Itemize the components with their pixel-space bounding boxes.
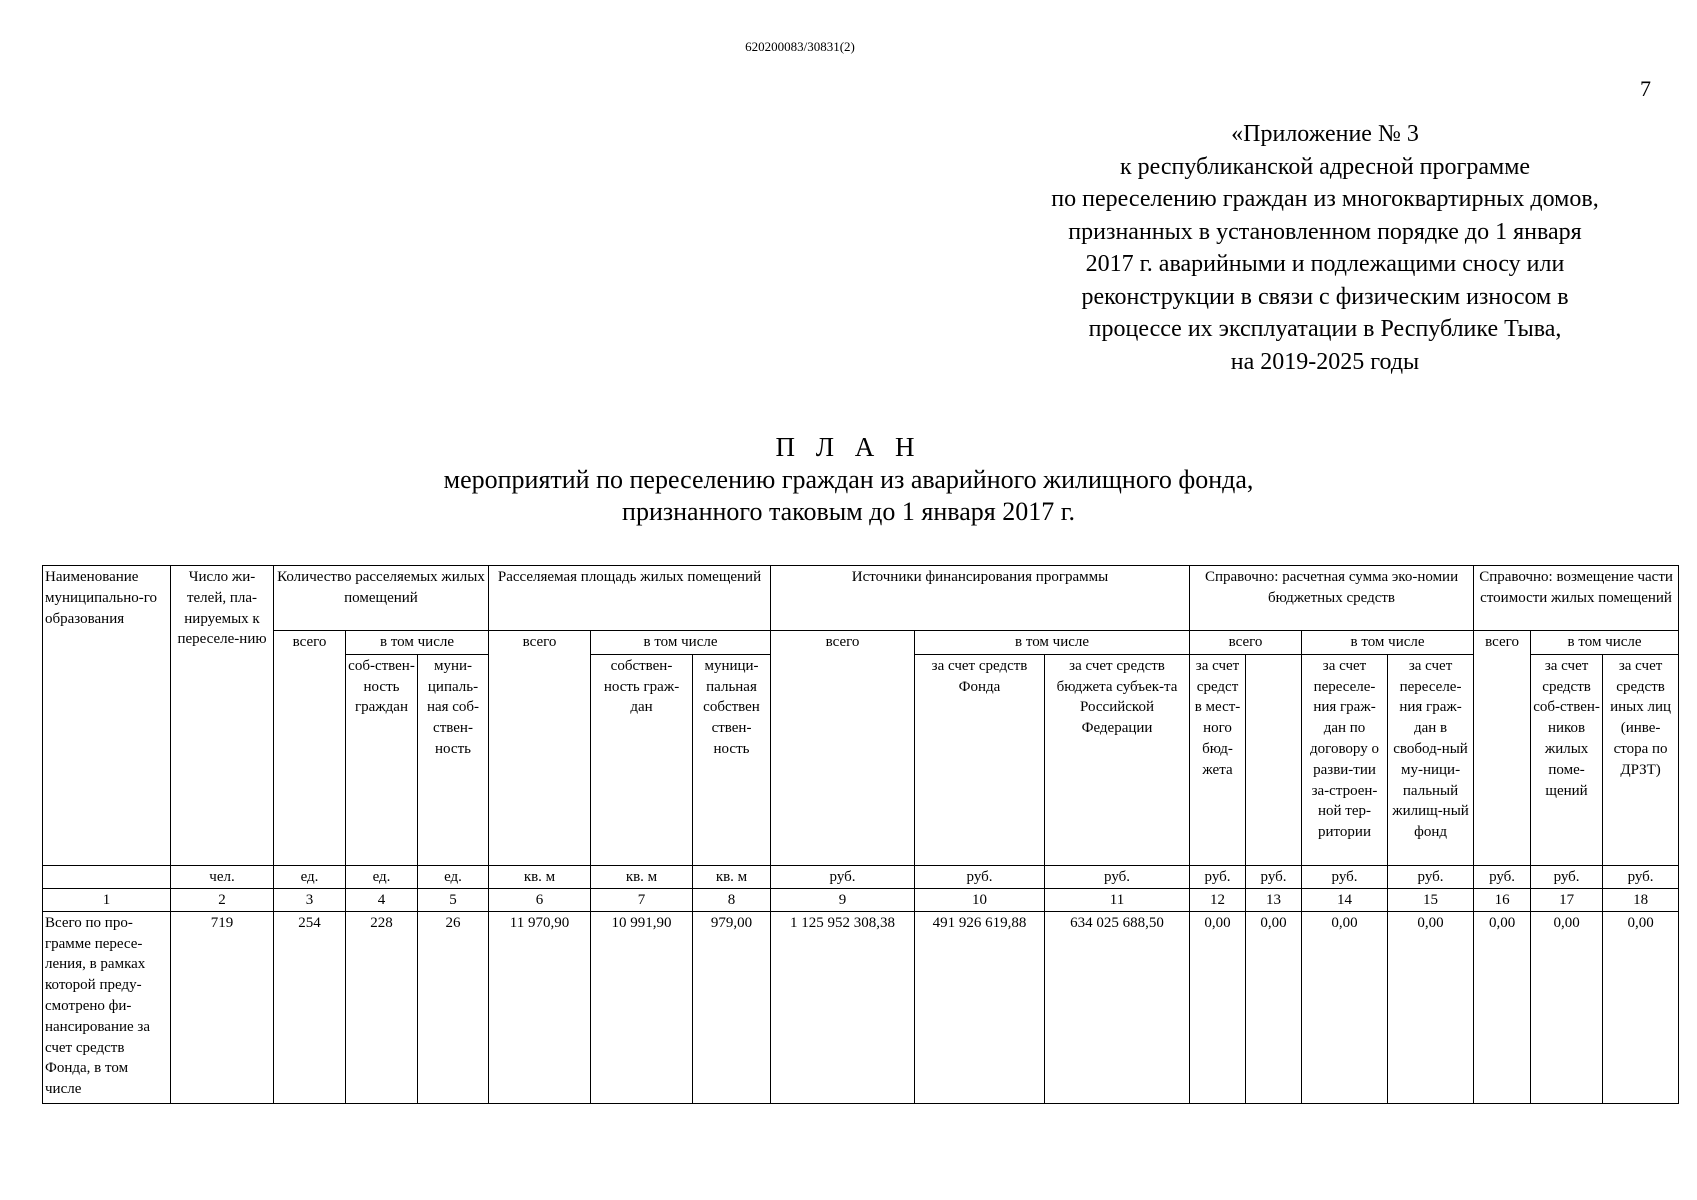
- unit-cell: кв. м: [591, 865, 693, 888]
- header-name: Наименование муниципально-го образования: [43, 566, 171, 866]
- header-sources: Источники финансирования программы: [771, 566, 1190, 631]
- column-number: 8: [693, 888, 771, 911]
- column-number: 1: [43, 888, 171, 911]
- header-total: всего: [771, 631, 915, 866]
- unit-cell: чел.: [171, 865, 274, 888]
- column-number: 2: [171, 888, 274, 911]
- data-cell: 0,00: [1246, 911, 1302, 1103]
- column-number: 14: [1302, 888, 1388, 911]
- column-number: 11: [1045, 888, 1190, 911]
- data-cell: 634 025 688,50: [1045, 911, 1190, 1103]
- data-cell: 979,00: [693, 911, 771, 1103]
- unit-cell: руб.: [1603, 865, 1679, 888]
- plan-subtitle-line: мероприятий по переселению граждан из аварийного жилищного фонда,: [443, 465, 1254, 494]
- plan-heading: [0, 430, 1697, 528]
- column-number: 15: [1388, 888, 1474, 911]
- appendix-line: «Приложение № 3: [1231, 121, 1419, 147]
- header-total: всего: [1190, 631, 1302, 655]
- data-cell: 0,00: [1531, 911, 1603, 1103]
- column-number: 4: [346, 888, 418, 911]
- unit-cell: руб.: [1190, 865, 1246, 888]
- table-header-row: [43, 566, 1679, 631]
- header-col-4: соб-ствен-ность граждан: [346, 654, 418, 865]
- header-incl: в том числе: [346, 631, 489, 655]
- column-number: 3: [274, 888, 346, 911]
- header-residents: Число жи-телей, пла-нируемых к переселе-нию: [171, 566, 274, 866]
- table-row: [43, 911, 1679, 1103]
- unit-cell: руб.: [771, 865, 915, 888]
- header-incl: в том числе: [591, 631, 771, 655]
- appendix-line: на 2019-2025 годы: [1230, 348, 1420, 375]
- row-name: Всего по про-грамме пересе-ления, в рамках которой преду-смотрено фи-нансирование за счет средств Фонда, в том числе: [43, 911, 171, 1103]
- document-id: 620200083/30831(2): [745, 39, 855, 54]
- header-col-8: муници-пальная собствен ствен-ность: [693, 654, 771, 865]
- header-incl: в том числе: [1302, 631, 1474, 655]
- appendix-line: процессе их эксплуатации в Республике Тыва,: [1088, 316, 1562, 342]
- unit-cell: руб.: [1302, 865, 1388, 888]
- plan-table: [42, 565, 1679, 1104]
- column-number: 7: [591, 888, 693, 911]
- table-header-row: [43, 631, 1679, 655]
- unit-cell: кв. м: [489, 865, 591, 888]
- column-number: 16: [1474, 888, 1531, 911]
- column-number: 17: [1531, 888, 1603, 911]
- header-col-7: собствен-ность граж-дан: [591, 654, 693, 865]
- appendix-line: к республиканской адресной программе: [1119, 153, 1531, 180]
- unit-cell: ед.: [274, 865, 346, 888]
- appendix-block: [995, 118, 1655, 378]
- data-cell: 0,00: [1603, 911, 1679, 1103]
- unit-cell: руб.: [1474, 865, 1531, 888]
- data-cell: 0,00: [1388, 911, 1474, 1103]
- column-numbers-row: [43, 888, 1679, 911]
- data-cell: 11 970,90: [489, 911, 591, 1103]
- unit-cell: ед.: [418, 865, 489, 888]
- unit-cell: руб.: [1246, 865, 1302, 888]
- page-number: 7: [1640, 76, 1651, 101]
- header-incl: в том числе: [915, 631, 1190, 655]
- appendix-line: по переселению граждан из многоквартирных домов,: [1051, 186, 1599, 212]
- unit-cell: руб.: [1045, 865, 1190, 888]
- data-cell: 10 991,90: [591, 911, 693, 1103]
- units-row: [43, 865, 1679, 888]
- appendix-line: 2017 г. аварийными и подлежащими сносу или: [1085, 251, 1565, 277]
- header-col-14: за счет переселе-ния граж-дан по договору о разви-тии за-строен-ной тер-ритории: [1302, 654, 1388, 865]
- header-col-5: муни-ципаль-ная соб-ствен-ность: [418, 654, 489, 865]
- column-number: 9: [771, 888, 915, 911]
- data-cell: 254: [274, 911, 346, 1103]
- header-col-17: за счет средств соб-ствен-ников жилых поме-щений: [1531, 654, 1603, 865]
- header-col-13: [1246, 654, 1302, 865]
- column-number: 10: [915, 888, 1045, 911]
- unit-cell: руб.: [1531, 865, 1603, 888]
- header-col-11: за счет средств бюджета субъек-та Российской Федерации: [1045, 654, 1190, 865]
- header-area: Расселяемая площадь жилых помещений: [489, 566, 771, 631]
- header-total: всего: [489, 631, 591, 866]
- plan-title: П Л А Н: [775, 432, 922, 462]
- data-cell: 0,00: [1302, 911, 1388, 1103]
- column-number: 6: [489, 888, 591, 911]
- unit-cell: кв. м: [693, 865, 771, 888]
- header-col-12: за счет средст в мест-ного бюд-жета: [1190, 654, 1246, 865]
- data-cell: 1 125 952 308,38: [771, 911, 915, 1103]
- header-col-18: за счет средств иных лиц (инве-стора по ДРЗТ): [1603, 654, 1679, 865]
- unit-cell: руб.: [915, 865, 1045, 888]
- unit-cell: руб.: [1388, 865, 1474, 888]
- data-cell: 0,00: [1190, 911, 1246, 1103]
- header-total: всего: [274, 631, 346, 866]
- column-number: 18: [1603, 888, 1679, 911]
- header-col-15: за счет переселе-ния граж-дан в свобод-ный му-ници-пальный жилищ-ный фонд: [1388, 654, 1474, 865]
- plan-subtitle-line: признанного таковым до 1 января 2017 г.: [622, 497, 1075, 526]
- header-rooms: Количество расселяемых жилых помещений: [274, 566, 489, 631]
- column-number: 13: [1246, 888, 1302, 911]
- appendix-line: реконструкции в связи с физическим износом в: [1081, 283, 1569, 310]
- header-total: всего: [1474, 631, 1531, 866]
- unit-cell: [43, 865, 171, 888]
- unit-cell: ед.: [346, 865, 418, 888]
- data-cell: 228: [346, 911, 418, 1103]
- header-compensation: Справочно: возмещение части стоимости жилых помещений: [1474, 566, 1679, 631]
- header-col-10: за счет средств Фонда: [915, 654, 1045, 865]
- column-number: 5: [418, 888, 489, 911]
- data-cell: 0,00: [1474, 911, 1531, 1103]
- header-incl: в том числе: [1531, 631, 1679, 655]
- appendix-line: признанных в установленном порядке до 1 января: [1068, 218, 1582, 245]
- header-savings: Справочно: расчетная сумма эко-номии бюджетных средств: [1190, 566, 1474, 631]
- data-cell: 491 926 619,88: [915, 911, 1045, 1103]
- data-cell: 719: [171, 911, 274, 1103]
- column-number: 12: [1190, 888, 1246, 911]
- data-cell: 26: [418, 911, 489, 1103]
